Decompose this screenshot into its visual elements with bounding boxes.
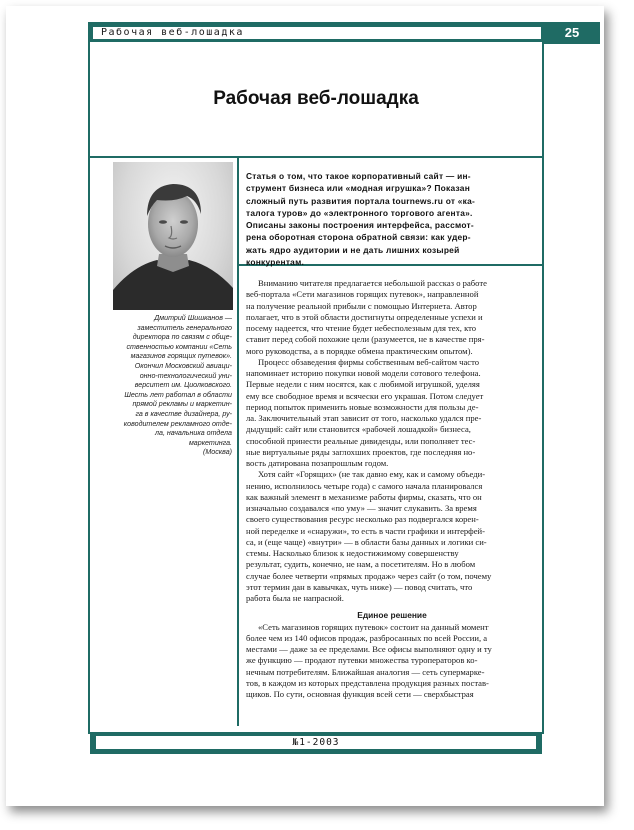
caption-line: верситет им. Циолковского. bbox=[134, 381, 232, 390]
caption-line: прямой рекламы и маркетин- bbox=[132, 400, 232, 409]
article-body bbox=[246, 278, 538, 700]
author-portrait-image bbox=[113, 162, 233, 310]
page-number: 25 bbox=[544, 22, 600, 44]
body-line: ные виртуальные ряды заглохших проектов, где последняя но- bbox=[246, 446, 476, 457]
caption-line: маркетинга. bbox=[188, 438, 232, 447]
body-line: ставит перед собой похожие цели (разумеется, не в качестве пря- bbox=[246, 334, 485, 345]
body-line: дыдущий: сайт или становится «рабочей лошадкой» бизнеса, bbox=[246, 424, 471, 435]
body-line: щиков. По сути, основная функция всей сети — сверхбыстрая bbox=[246, 689, 474, 699]
body-line: как важный элемент в механизме работы фирмы, сказать, что он bbox=[246, 491, 482, 502]
lead-line: сложный путь развития портала tournews.ru от «ка- bbox=[246, 195, 476, 206]
body-line: «Сеть магазинов горящих путевок» состоит на данный момент bbox=[258, 621, 489, 632]
lead-line: жать ядро аудитории и не дать лишних козырей bbox=[246, 244, 460, 255]
body-line: ной переделке и «снаружи», то есть в части графики и интерфей- bbox=[246, 525, 486, 536]
body-line: вость датирована позапрошлым годом. bbox=[246, 458, 389, 468]
body-line: са, и (еще чаще) «внутри» — в области базы данных и логики си- bbox=[246, 536, 487, 547]
body-line: результат, судить, конечно, не нам, а посетителям. Но в любом bbox=[246, 559, 476, 570]
lead-line: струмент бизнеса или «модная игрушка»? Показан bbox=[246, 183, 471, 194]
body-line: ему все свободное время и всячески его украшая. Потом следует bbox=[246, 390, 484, 401]
body-line: более чем из 140 офисов продаж, разбросанных по всей России, а bbox=[246, 632, 488, 643]
body-line: на получение реальной прибыли с помощью Интернета. Автор bbox=[246, 300, 477, 311]
body-line: Процесс обзаведения фирмы собственным веб-сайтом часто bbox=[258, 356, 480, 367]
body-line: посему надеется, что чтение будет небесполезным для тех, кто bbox=[246, 323, 477, 333]
body-line: местами — даже за ее пределами. Все офисы выполняют одну и ту bbox=[246, 644, 492, 654]
lead-line: конкурентам. bbox=[246, 257, 305, 268]
issue-number: №1-2003 bbox=[292, 737, 340, 748]
caption-line: ла, начальника отдела bbox=[155, 429, 232, 438]
author-photo bbox=[113, 162, 233, 310]
body-line: Первые недели с ним носятся, как с любимой игрушкой, уделяя bbox=[246, 379, 480, 390]
running-head-title: Рабочая веб-лошадка bbox=[101, 27, 244, 38]
body-line: полагает, что в этой области достигнуты определенные успехи и bbox=[246, 311, 483, 322]
body-line: нечным потребителям. Ближайшая аналогия — сеть супермарке- bbox=[246, 666, 485, 677]
caption-line: ственностью компании «Сеть bbox=[126, 342, 232, 351]
section-gap bbox=[246, 604, 538, 608]
title-area bbox=[90, 48, 542, 158]
article-title: Рабочая веб-лошадка bbox=[213, 88, 419, 109]
caption-line: га в качестве дизайнера, ру- bbox=[135, 409, 232, 418]
footer-bar bbox=[90, 732, 542, 754]
caption-line: магазинов горящих путевок». bbox=[130, 352, 232, 361]
body-line: веб-портала «Сети магазинов горящих путевок», направленной bbox=[246, 289, 479, 300]
body-line: изначально создавался «по уму» — значит слукавить. За время bbox=[246, 503, 477, 513]
body-line: стемы. Насколько близок к недостижимому совершенству bbox=[246, 548, 459, 558]
body-line: мого руководства, а в порядке обмена практическим опытом). bbox=[246, 345, 473, 356]
running-head-inner bbox=[93, 27, 541, 39]
caption-line: (Москва) bbox=[203, 448, 232, 457]
footer-inner bbox=[96, 736, 536, 749]
body-line: работа была не напрасной. bbox=[246, 593, 344, 603]
caption-line: Шесть лет работал в области bbox=[124, 390, 232, 399]
author-caption bbox=[96, 314, 232, 458]
caption-line: онно-технологический уни- bbox=[139, 371, 232, 380]
section-subheading: Единое решение bbox=[357, 610, 427, 621]
lead-line: талога туров» до «электронного торгового агента». bbox=[246, 207, 473, 218]
body-line: Вниманию читателя предлагается небольшой рассказ о работе bbox=[258, 278, 487, 288]
caption-line: ководителем рекламного отде- bbox=[123, 419, 232, 428]
body-line: период попыток применить новые возможности для пользы де- bbox=[246, 401, 479, 412]
running-head bbox=[90, 24, 542, 42]
caption-line: Дмитрий Шишканов — bbox=[154, 314, 232, 322]
lead-line: Статья о том, что такое корпоративный сайт — ин- bbox=[246, 171, 471, 181]
body-line: напоминает историю покупки новой модели сотового телефона. bbox=[246, 368, 481, 378]
caption-line: заместитель генерального bbox=[137, 323, 232, 332]
body-line: ла. Заключительный этап зависит от того, насколько удался пре- bbox=[246, 413, 482, 423]
body-line: способной принести реальные дивиденды, или пополняет тес- bbox=[246, 435, 476, 446]
body-line: же функцию — продают путевки множества туроператоров ко- bbox=[246, 655, 478, 666]
body-line: случае более четверти «прямых продаж» через сайт (о том, почему bbox=[246, 570, 492, 581]
lead-line: Описаны законы построения интерфейса, рассмот- bbox=[246, 220, 474, 231]
column-divider bbox=[237, 158, 239, 726]
body-line: нению, исполнилось четыре года) с самого начала планировался bbox=[246, 480, 483, 491]
body-line: этот термин дан в кавычках, чуть ниже) — повод считать, что bbox=[246, 581, 473, 592]
body-line: тов, в каждом из которых представлена продукция разных постав- bbox=[246, 677, 489, 688]
article-lead bbox=[246, 170, 536, 268]
caption-line: директора по связям с обще- bbox=[132, 333, 232, 342]
body-line: своего существования ресурс несколько раз подвергался корен- bbox=[246, 514, 479, 525]
lead-line: рена оборотная сторона обратной связи: как удер- bbox=[246, 232, 471, 243]
body-line: Хотя сайт «Горящих» (не так давно ему, как и самому объеди- bbox=[258, 469, 486, 480]
caption-line: Окончил Московский авиаци- bbox=[134, 361, 232, 370]
